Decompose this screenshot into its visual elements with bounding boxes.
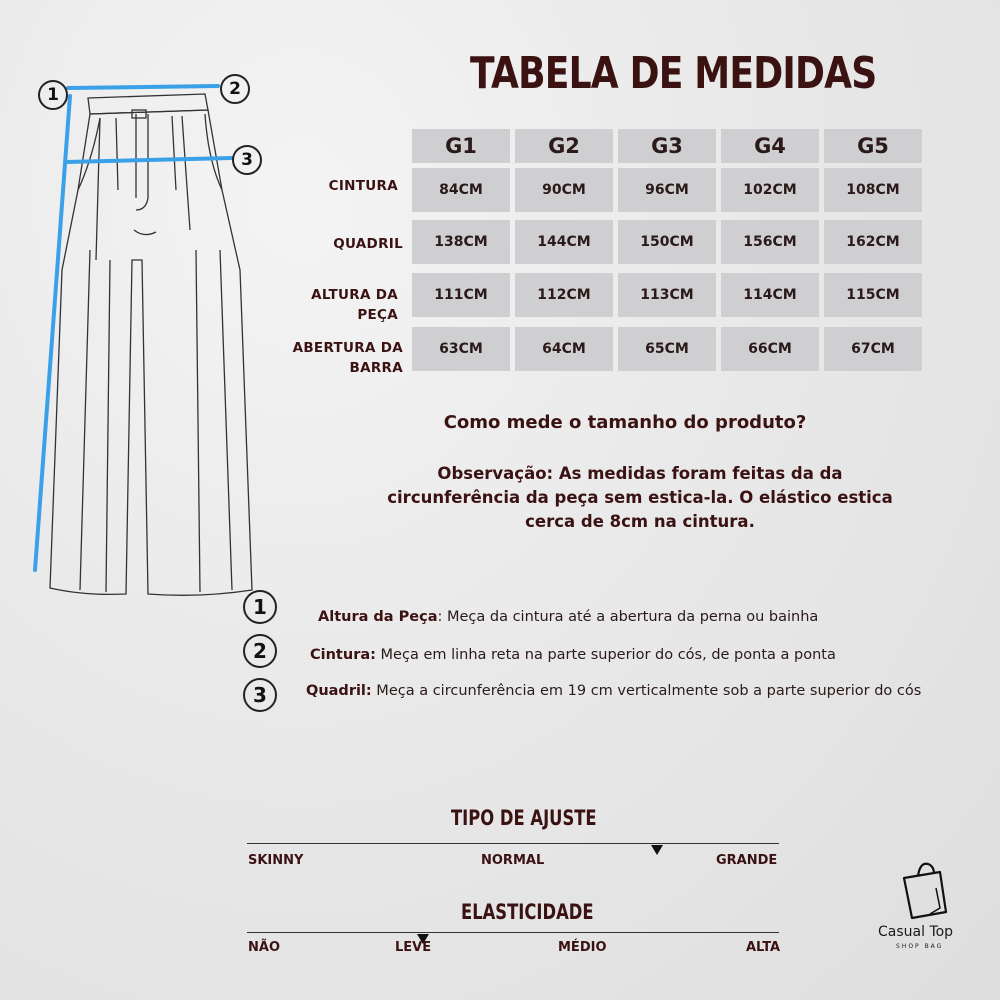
- cell-quadril-g1: 138CM: [412, 220, 510, 264]
- legend-item-2: [310, 647, 836, 663]
- cell-quadril-g5: 162CM: [824, 220, 922, 264]
- cell-altura-g2: 112CM: [515, 273, 613, 317]
- page-title: TABELA DE MEDIDAS: [470, 48, 877, 99]
- legend-desc-2: Meça em linha reta na parte superior do cós, de ponta a ponta: [375, 647, 836, 663]
- legend-item-1: [318, 609, 818, 625]
- row-label-quadril: QUADRIL: [333, 236, 403, 252]
- cell-abertura-g1: 63CM: [412, 327, 510, 371]
- shopping-bag-icon: [900, 858, 950, 920]
- cell-cintura-g4: 102CM: [721, 168, 819, 212]
- measure-question: Como mede o tamanho do produto?: [443, 412, 807, 433]
- legend-number-2: [243, 634, 277, 668]
- legend-number-2-text: 2: [253, 639, 267, 663]
- logo-sub: SHOP BAG: [896, 943, 944, 950]
- legend-number-3: [243, 678, 277, 712]
- cell-cintura-g5: 108CM: [824, 168, 922, 212]
- cell-altura-g4: 114CM: [721, 273, 819, 317]
- observation-note: Observação: As medidas foram feitas da da circunferência da peça sem estica-la. O elástico estica cerca de 8cm na cintura.: [387, 464, 893, 531]
- elasticity-label-medio: MÉDIO: [558, 940, 607, 955]
- legend-number-1: [243, 590, 277, 624]
- elasticity-label-nao: NÃO: [248, 940, 280, 955]
- cell-cintura-g1: 84CM: [412, 168, 510, 212]
- diagram-marker-3-text: 3: [241, 150, 253, 170]
- diagram-marker-1-text: 1: [47, 85, 59, 105]
- cell-altura-g1: 111CM: [412, 273, 510, 317]
- diagram-marker-1: [38, 80, 68, 110]
- size-header-g3: G3: [618, 129, 716, 163]
- cell-abertura-g2: 64CM: [515, 327, 613, 371]
- row-label-abertura: ABERTURA DA BARRA: [292, 340, 403, 376]
- size-header-g4: G4: [721, 129, 819, 163]
- cell-quadril-g3: 150CM: [618, 220, 716, 264]
- fit-label-grande: GRANDE: [716, 853, 778, 868]
- elasticity-scale-line: [247, 932, 779, 933]
- diagram-marker-2: [220, 74, 250, 104]
- fit-label-normal: NORMAL: [481, 853, 545, 868]
- legend-desc-1: Meça da cintura até a abertura da perna ou bainha: [442, 609, 819, 625]
- legend-term-3: Quadril:: [306, 683, 372, 699]
- cell-abertura-g4: 66CM: [721, 327, 819, 371]
- size-header-g5: G5: [824, 129, 922, 163]
- cell-quadril-g4: 156CM: [721, 220, 819, 264]
- legend-term-2: Cintura:: [310, 647, 376, 663]
- cell-cintura-g2: 90CM: [515, 168, 613, 212]
- size-header-g2: G2: [515, 129, 613, 163]
- elasticity-label-alta: ALTA: [746, 940, 781, 955]
- logo-name: Casual Top: [878, 924, 954, 940]
- diagram-marker-3: [232, 145, 262, 175]
- legend-sep-1: :: [437, 609, 443, 625]
- legend-number-1-text: 1: [253, 595, 267, 619]
- size-header-g1: G1: [412, 129, 510, 163]
- cell-altura-g5: 115CM: [824, 273, 922, 317]
- fit-label-skinny: SKINNY: [248, 853, 304, 868]
- legend-number-3-text: 3: [253, 683, 267, 707]
- legend-desc-3: Meça a circunferência em 19 cm verticalmente sob a parte superior do cós: [371, 683, 922, 699]
- legend-item-3: [306, 683, 921, 699]
- fit-scale-title: TIPO DE AJUSTE: [451, 806, 597, 830]
- cell-altura-g3: 113CM: [618, 273, 716, 317]
- row-label-altura: ALTURA DA PEÇA: [311, 287, 398, 323]
- fit-scale-line: [247, 843, 779, 844]
- diagram-marker-2-text: 2: [229, 79, 241, 99]
- cell-abertura-g3: 65CM: [618, 327, 716, 371]
- elasticity-label-leve: LEVE: [395, 940, 432, 955]
- cell-cintura-g3: 96CM: [618, 168, 716, 212]
- row-label-cintura: CINTURA: [328, 178, 398, 194]
- legend-term-1: Altura da Peça: [318, 609, 438, 625]
- elasticity-scale-title: ELASTICIDADE: [461, 900, 594, 924]
- cell-abertura-g5: 67CM: [824, 327, 922, 371]
- fit-scale-marker: [651, 845, 663, 855]
- cell-quadril-g2: 144CM: [515, 220, 613, 264]
